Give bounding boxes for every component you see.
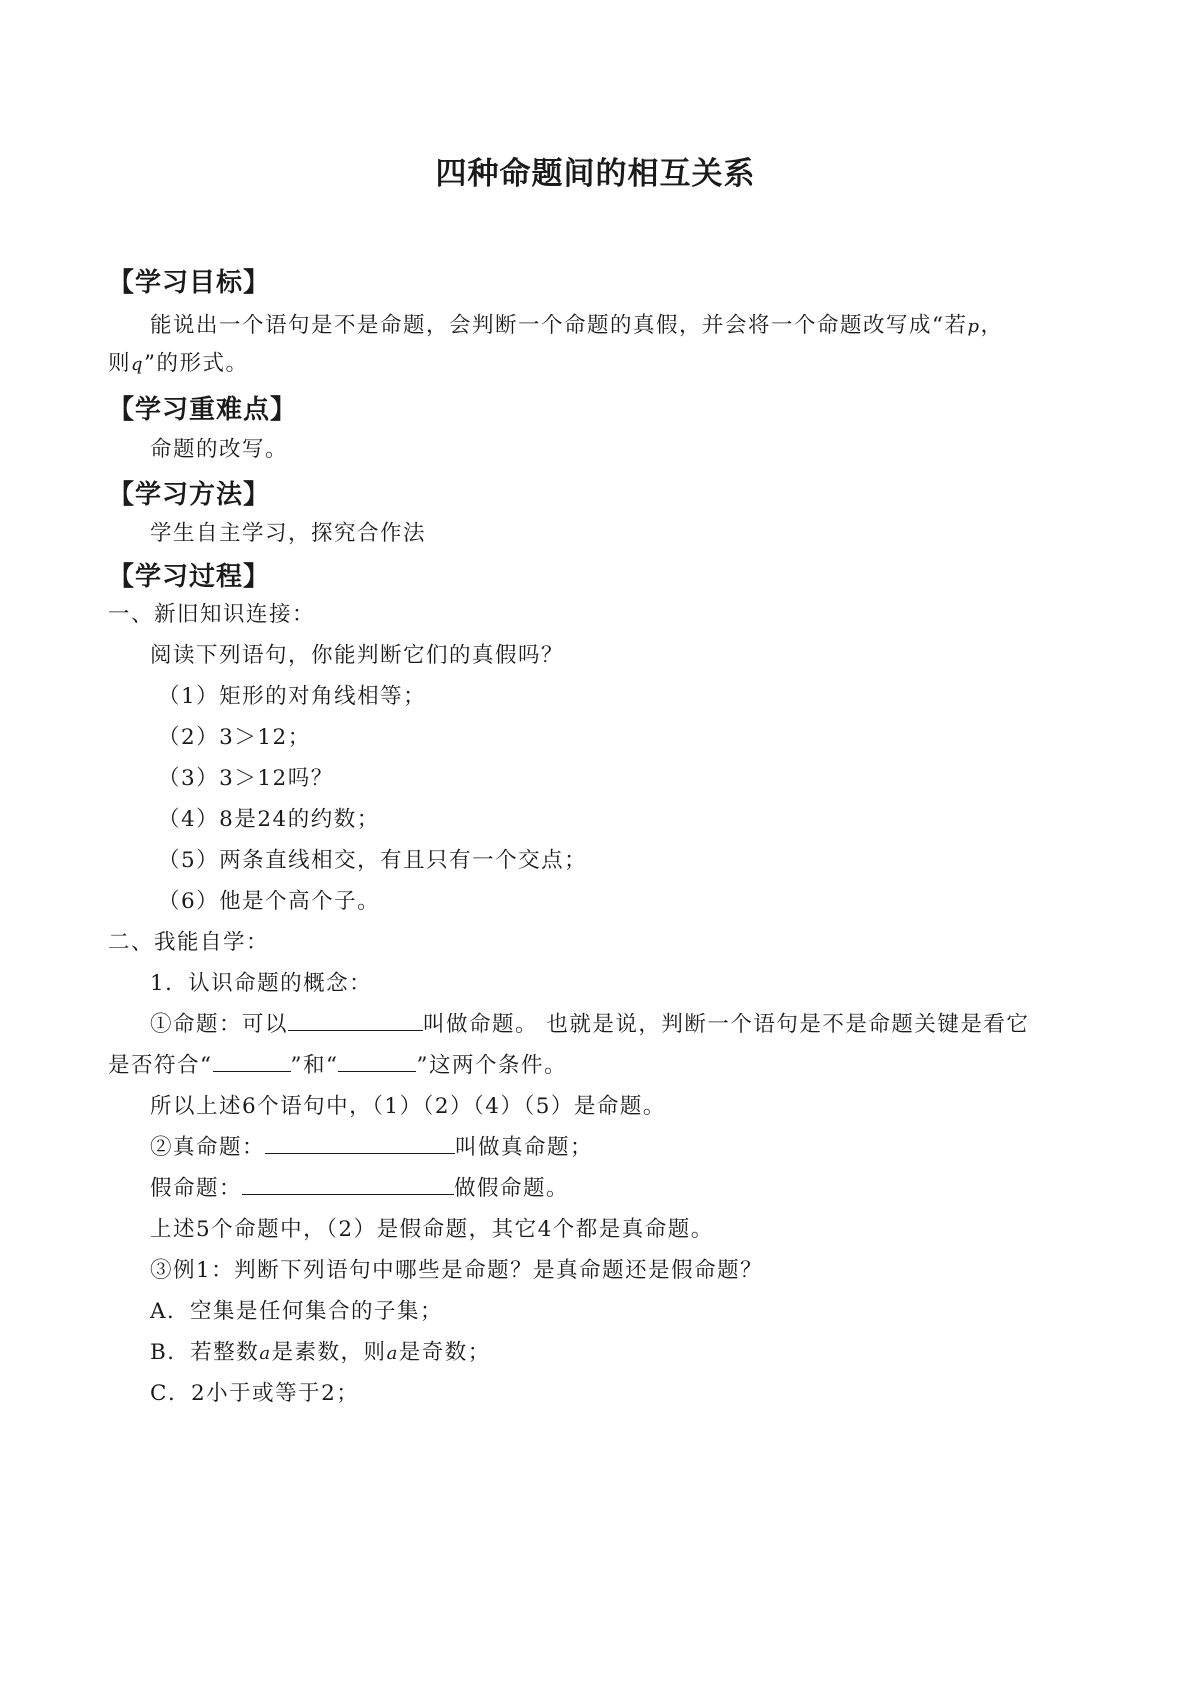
summary-2: 上述5个命题中，（2）是假命题，其它4个都是真命题。 bbox=[150, 1217, 714, 1242]
summary-1: 所以上述6个语句中，（1）（2）（4）（5）是命题。 bbox=[150, 1094, 666, 1119]
list-item: （6）他是个高个子。 bbox=[158, 889, 381, 914]
heading-objectives: 【学习目标】 bbox=[108, 268, 271, 298]
list-item: （4）8是24的约数； bbox=[158, 807, 380, 832]
part1-heading: 一、新旧知识连接： bbox=[108, 602, 316, 627]
variable-p: p bbox=[967, 316, 981, 337]
method-text: 学生自主学习，探究合作法 bbox=[150, 521, 427, 546]
option-c: C．2小于或等于2； bbox=[150, 1381, 360, 1406]
fill-blank[interactable] bbox=[242, 1174, 454, 1195]
list-item: （5）两条直线相交，有且只有一个交点； bbox=[158, 848, 588, 873]
objectives-line-2: 则q”的形式。 bbox=[108, 351, 249, 376]
option-a: A．空集是任何集合的子集； bbox=[150, 1299, 444, 1324]
part2-heading: 二、我能自学： bbox=[108, 930, 270, 955]
list-item: （3）3＞12吗？ bbox=[158, 766, 334, 791]
example-1: ③例1：判断下列语句中哪些是命题？是真命题还是假命题？ bbox=[150, 1258, 764, 1283]
list-item: （1）矩形的对角线相等； bbox=[158, 684, 427, 709]
key-points-text: 命题的改写。 bbox=[150, 437, 289, 462]
true-proposition-line: ②真命题： 叫做真命题； bbox=[150, 1135, 594, 1160]
false-proposition-line: 假命题： 做假命题。 bbox=[150, 1176, 570, 1201]
definition-line-1: ①命题：可以 叫做命题。 也就是说，判断一个语句是不是命题关键是看它 bbox=[150, 1012, 1030, 1037]
variable-a: a bbox=[386, 1343, 399, 1364]
heading-key-points: 【学习重难点】 bbox=[108, 395, 298, 425]
variable-q: q bbox=[131, 354, 145, 375]
fill-blank[interactable] bbox=[338, 1051, 416, 1072]
objectives-line-1: 能说出一个语句是不是命题，会判断一个命题的真假，并会将一个命题改写成“若p， bbox=[150, 313, 1004, 338]
option-b: B．若整数a是素数，则a是奇数； bbox=[150, 1340, 491, 1365]
fill-blank[interactable] bbox=[213, 1051, 291, 1072]
part1-prompt: 阅读下列语句，你能判断它们的真假吗？ bbox=[150, 643, 565, 668]
heading-process: 【学习过程】 bbox=[108, 562, 271, 592]
fill-blank[interactable] bbox=[288, 1010, 423, 1031]
part2-sub1: 1．认识命题的概念： bbox=[150, 971, 373, 996]
heading-method: 【学习方法】 bbox=[108, 480, 271, 510]
page-title: 四种命题间的相互关系 bbox=[435, 156, 756, 192]
fill-blank[interactable] bbox=[265, 1133, 455, 1154]
variable-a: a bbox=[259, 1343, 272, 1364]
list-item: （2）3＞12； bbox=[158, 725, 311, 750]
definition-line-2: 是否符合“ ”和“ ”这两个条件。 bbox=[108, 1053, 567, 1078]
